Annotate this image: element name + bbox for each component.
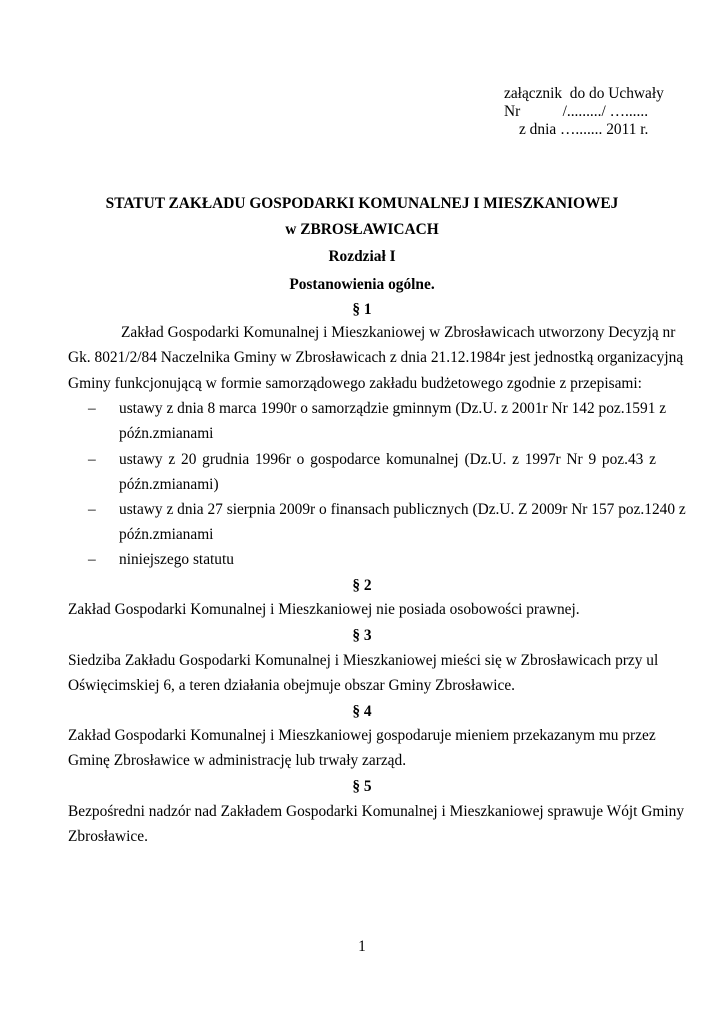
section-3-mark: § 3 xyxy=(352,627,372,644)
section-4-mark: § 4 xyxy=(352,703,372,720)
section-4-text-line-2: Gminę Zbrosławice w administrację lub trwały zarząd. xyxy=(68,752,407,769)
list-item-1-line-2: późn.zmianami xyxy=(119,425,214,442)
section-4-text-line-1: Zakład Gospodarki Komunalnej i Mieszkaniowej gospodaruje mieniem przekazanym mu przez xyxy=(68,727,656,744)
section-1-text-line-3: Gminy funkcjonującą w formie samorządowego zakładu budżetowego zgodnie z przepisami: xyxy=(68,375,642,392)
section-3-text-line-1: Siedziba Zakładu Gospodarki Komunalnej i Mieszkaniowej mieści się w Zbrosławicach przy ul xyxy=(68,652,659,669)
annex-line-3: z dnia …....... 2011 r. xyxy=(519,121,649,138)
list-item-2-line-2: późn.zmianami) xyxy=(119,476,219,493)
list-item-2-line-1: ustawy z 20 grudnia 1996r o gospodarce komunalnej (Dz.U. z 1997r Nr 9 poz.43 z xyxy=(119,451,656,468)
section-5-mark: § 5 xyxy=(352,778,372,795)
list-dash: – xyxy=(88,451,96,468)
section-2-text-line-1: Zakład Gospodarki Komunalnej i Mieszkaniowej nie posiada osobowości prawnej. xyxy=(68,601,580,618)
section-5-text-line-1: Bezpośredni nadzór nad Zakładem Gospodarki Komunalnej i Mieszkaniowej sprawuje Wójt Gminy xyxy=(68,803,685,820)
chapter-label: Rozdział I xyxy=(328,248,396,265)
list-item-1-line-1: ustawy z dnia 8 marca 1990r o samorządzie gminnym (Dz.U. z 2001r Nr 142 poz.1591 z xyxy=(119,400,667,417)
annex-line-1: załącznik do do Uchwały xyxy=(504,85,664,102)
list-item-3-line-1: ustawy z dnia 27 sierpnia 2009r o finansach publicznych (Dz.U. Z 2009r Nr 157 poz.1240 z xyxy=(119,501,686,518)
section-1-mark: § 1 xyxy=(352,301,372,318)
section-1-text-line-1: Zakład Gospodarki Komunalnej i Mieszkaniowej w Zbrosławicach utworzony Decyzją nr xyxy=(121,324,676,341)
list-dash: – xyxy=(88,400,96,417)
list-dash: – xyxy=(88,501,96,518)
document-title: STATUT ZAKŁADU GOSPODARKI KOMUNALNEJ I MIESZKANIOWEJ xyxy=(105,195,619,212)
section-3-text-line-2: Oświęcimskiej 6, a teren działania obejmuje obszar Gminy Zbrosławice. xyxy=(68,677,516,694)
annex-line-2: Nr /........./ …...... xyxy=(504,103,649,120)
chapter-title: Postanowienia ogólne. xyxy=(289,276,435,293)
list-dash: – xyxy=(88,551,96,568)
section-1-text-line-2: Gk. 8021/2/84 Naczelnika Gminy w Zbrosławicach z dnia 21.12.1984r jest jednostką organizacyjną xyxy=(68,349,684,366)
document-title-location: w ZBROSŁAWICACH xyxy=(285,221,439,238)
list-item-3-line-2: późn.zmianami xyxy=(119,526,214,543)
page-number: 1 xyxy=(358,938,366,955)
section-5-text-line-2: Zbrosławice. xyxy=(68,828,148,845)
list-item-4-line-1: niniejszego statutu xyxy=(119,551,234,568)
section-2-mark: § 2 xyxy=(352,577,372,594)
